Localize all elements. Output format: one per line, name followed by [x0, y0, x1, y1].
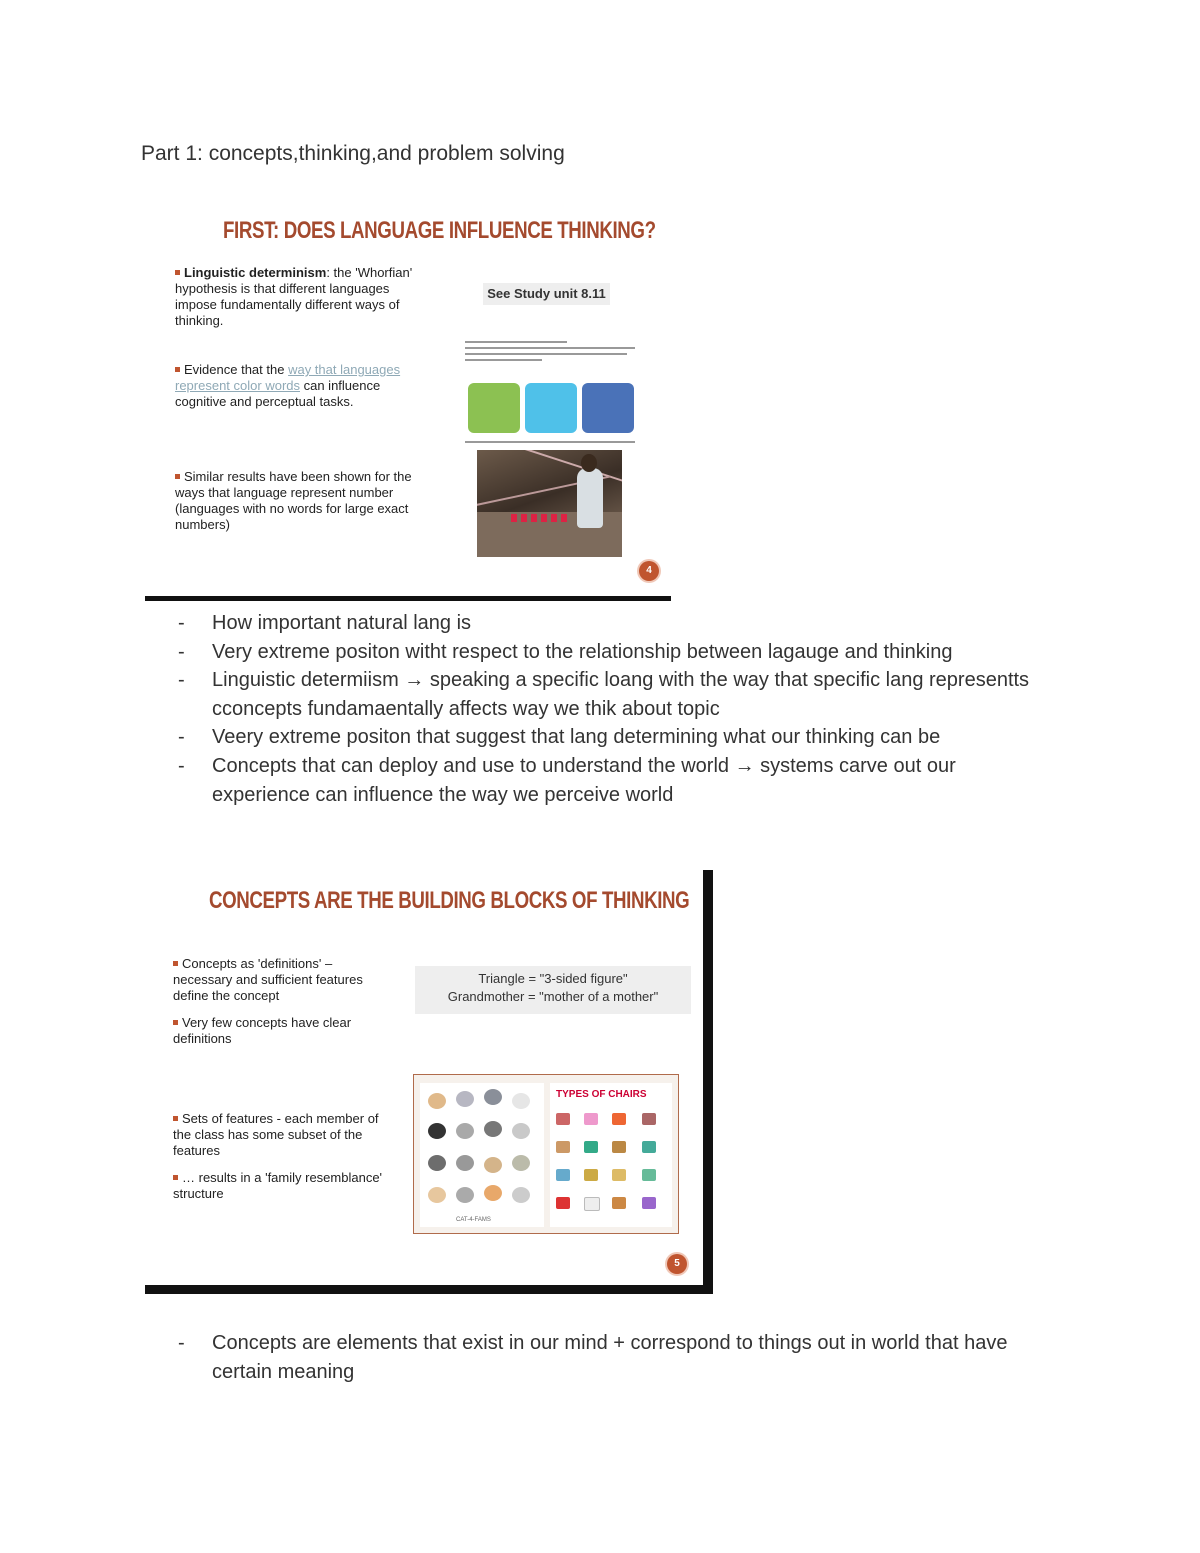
- color-swatch-green: [468, 383, 520, 433]
- slide-border-right: [703, 870, 713, 1294]
- color-study-caption: [465, 341, 635, 365]
- bullet-text: can influence cognitive and perceptual tasks.: [175, 378, 381, 409]
- bullet-text: Evidence that the: [184, 362, 289, 377]
- chairs-title: TYPES OF CHAIRS: [556, 1089, 647, 1100]
- slide-building-blocks: [145, 870, 703, 1285]
- bullet-linguistic-determinism: [175, 265, 425, 329]
- bullet-color-evidence: [175, 362, 425, 410]
- slide-border-bottom: [145, 1285, 713, 1294]
- bullet-bold: Linguistic determinism: [184, 265, 327, 280]
- slide-page-number: 5: [667, 1254, 687, 1274]
- bullet-marker: [175, 367, 180, 372]
- cats-caption: CAT-4-FAMS: [456, 1217, 491, 1223]
- bullet-marker: [173, 1175, 178, 1180]
- cats-image: [420, 1083, 544, 1227]
- slide-page-number: 4: [639, 561, 659, 581]
- list-item: - Veery extreme positon that suggest that lang determining what our thinking can be: [178, 726, 941, 749]
- bullet-few-clear: Very few concepts have clear definitions: [173, 1015, 352, 1046]
- bullet-definitions: Concepts as 'definitions' – necessary and sufficient features define the concept: [173, 956, 363, 1003]
- color-swatch-blue: [582, 383, 634, 433]
- list-item: - Linguistic determiism → speaking a specific loang with the way that specific lang representts cconcepts fundamaentally affects way we thik about topic: [178, 669, 1030, 720]
- bullet-family-resemblance: … results in a 'family resemblance' structure: [173, 1170, 383, 1201]
- list-item: - How important natural lang is: [178, 612, 472, 634]
- notes-list-2: [178, 1329, 1058, 1386]
- definition-triangle: Triangle = "3-sided figure": [478, 971, 628, 986]
- definition-box: [415, 966, 691, 1014]
- list-item: - Concepts that can deploy and use to understand the world → systems carve out our experience can influence the way we perceive world: [178, 754, 956, 806]
- bullet-marker: [175, 270, 180, 275]
- notes-list: [178, 609, 1058, 809]
- bullet-text: : the 'Whorfian' hypothesis is that different languages impose fundamentally different ways of thinking.: [175, 265, 413, 328]
- bullet-marker: [175, 474, 180, 479]
- chairs-image: [550, 1083, 672, 1227]
- bullet-marker: [173, 1020, 178, 1025]
- list-item: - Very extreme positon witht respect to the relationship between lagauge and thinking: [178, 640, 953, 663]
- bullet-marker: [173, 1116, 178, 1121]
- color-swatch-light-blue: [525, 383, 577, 433]
- slide-border: [145, 596, 671, 601]
- list-item: - Concepts are elements that exist in our mind + correspond to things out in world that have certain meaning: [178, 1332, 1008, 1383]
- slide-language-thinking: [145, 205, 670, 597]
- slide-title: FIRST: DOES LANGUAGE INFLUENCE THINKING?: [223, 217, 656, 244]
- bullet-number-results: [175, 469, 425, 533]
- bullet-text: Similar results have been shown for the ways that language represent number (languages with no words for large exact numbers): [175, 469, 412, 532]
- page-heading: Part 1: concepts,thinking,and problem solving: [141, 142, 565, 165]
- study-unit-box: See Study unit 8.11: [483, 283, 610, 305]
- bullet-marker: [173, 961, 178, 966]
- bullet-sets-of-features: Sets of features - each member of the class has some subset of the features: [173, 1111, 379, 1158]
- color-words-link[interactable]: way that languages represent color words: [175, 362, 401, 393]
- family-resemblance-images: [413, 1074, 679, 1234]
- slide-title: CONCEPTS ARE THE BUILDING BLOCKS OF THINKING: [209, 887, 690, 914]
- divider: [465, 441, 635, 443]
- definition-grandmother: Grandmother = "mother of a mother": [447, 989, 659, 1004]
- counting-photo: [477, 450, 622, 557]
